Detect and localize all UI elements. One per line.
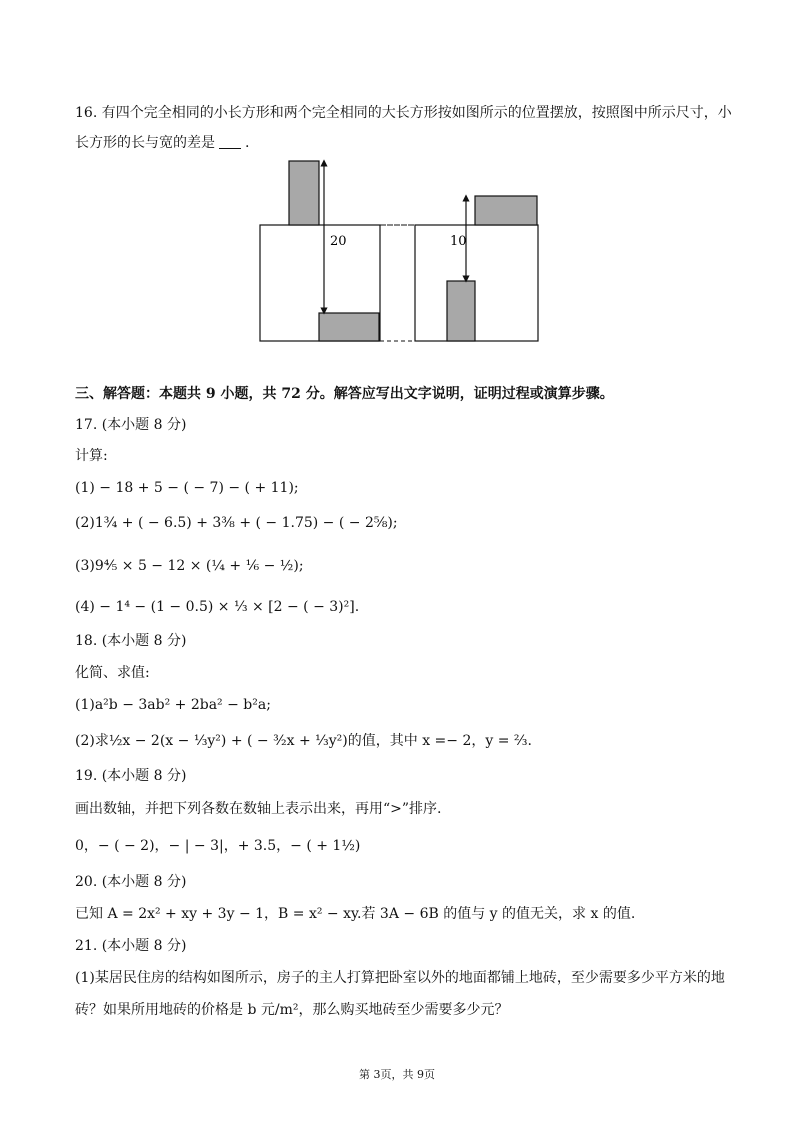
q20-text: 已知 A = 2x² + xy + 3y − 1，B = x² − xy.若 3A − 6B 的值与 y 的值无关，求 x 的值. xyxy=(75,906,636,922)
q18-item-1: (1)a²b − 3ab² + 2ba² − b²a; xyxy=(75,697,271,713)
q18-intro: 化简、求值: xyxy=(75,665,150,681)
q17-item-3: (3)9⅘ × 5 − 12 × (¼ + ⅙ − ½); xyxy=(75,558,304,574)
small-rect-4 xyxy=(447,281,475,341)
q18-item-2: (2)求½x − 2(x − ⅓y²) + ( − ³⁄₂x + ⅓y²)的值，其中 x =− 2，y = ⅔. xyxy=(75,733,532,749)
q17-item-4: (4) − 1⁴ − (1 − 0.5) × ⅓ × [2 − ( − 3)²]. xyxy=(75,599,360,615)
q16-line2-post: . xyxy=(245,135,250,151)
page-footer: 第 3页，共 9页 xyxy=(359,1068,435,1081)
label-20: 20 xyxy=(330,234,347,249)
small-rect-1 xyxy=(289,161,319,225)
q19-title: 19. (本小题 8 分) xyxy=(75,768,187,784)
big-rect-right xyxy=(415,225,538,341)
q17-item-1: (1) − 18 + 5 − ( − 7) − ( + 11); xyxy=(75,480,299,496)
small-rect-2 xyxy=(319,313,379,341)
small-rect-3 xyxy=(475,196,537,225)
q17-title: 17. (本小题 8 分) xyxy=(75,417,187,433)
answer-blank xyxy=(219,134,241,149)
q21-title: 21. (本小题 8 分) xyxy=(75,938,187,954)
q16-line1: 16. 有四个完全相同的小长方形和两个完全相同的大长方形按如图所示的位置摆放，按照图中所示尺寸，小 xyxy=(75,105,732,121)
q19-numbers: 0，− ( − 2)，− | − 3|，+ 3.5，− ( + 1½) xyxy=(75,838,361,854)
q21-line1: (1)某居民住房的结构如图所示，房子的主人打算把卧室以外的地面都铺上地砖，至少需要多少平方米的地 xyxy=(75,970,725,986)
q16-figure xyxy=(250,155,550,355)
q16-line2 xyxy=(75,133,725,153)
q21-line2: 砖？如果所用地砖的价格是 b 元/m²，那么购买地砖至少需要多少元？ xyxy=(75,1002,509,1018)
label-10: 10 xyxy=(450,234,467,249)
section-heading: 三、解答题：本题共 9 小题，共 72 分。解答应写出文字说明，证明过程或演算步骤。 xyxy=(75,386,614,402)
q16-line2-pre: 长方形的长与宽的差是 xyxy=(75,135,215,151)
q20-title: 20. (本小题 8 分) xyxy=(75,874,187,890)
q17-item-2: (2)1¾ + ( − 6.5) + 3⅜ + ( − 1.75) − ( − 2⅝); xyxy=(75,515,398,531)
q19-intro: 画出数轴，并把下列各数在数轴上表示出来，再用“>”排序. xyxy=(75,801,442,817)
q18-title: 18. (本小题 8 分) xyxy=(75,633,187,649)
q17-intro: 计算: xyxy=(75,448,108,464)
